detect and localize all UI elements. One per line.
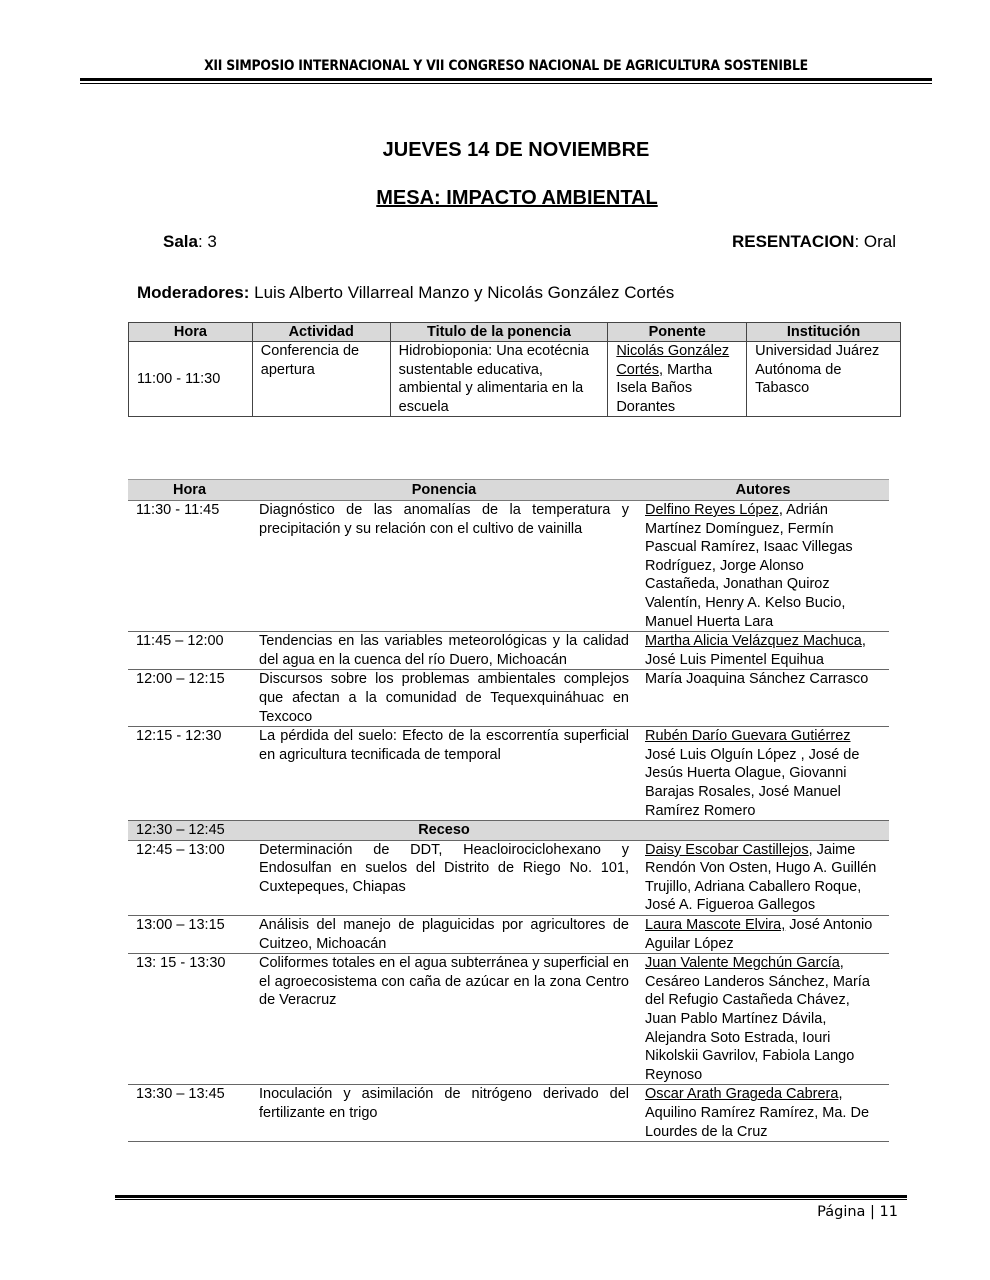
main-author: Martha Alicia Velázquez Machuca [645, 633, 862, 650]
cell-autores [637, 954, 889, 1085]
main-author: Laura Mascote Elvira, [645, 917, 786, 934]
cell-hora: 12:15 - 12:30 [128, 727, 251, 821]
sala-line [163, 232, 217, 252]
presentacion-line [732, 232, 896, 252]
col-titulo: Titulo de la ponencia [390, 323, 608, 342]
cell-ponencia: Determinación de DDT, Heacloirociclohexano y Endosulfan en suelos del Distrito de Riego No. 101, Cuxtepeques, Chiapas [251, 840, 637, 915]
presentacion-label: RESENTACION [731, 232, 855, 251]
page-number: Página | 11 [817, 1204, 898, 1220]
cell-autores [637, 821, 889, 841]
cell-hora: 11:45 – 12:00 [128, 632, 251, 670]
cell-institucion: Universidad Juárez Autónoma de Tabasco [747, 342, 901, 417]
col-hora: Hora [128, 480, 251, 501]
col-ponencia: Ponencia [251, 480, 637, 501]
col-hora: Hora [129, 323, 253, 342]
cell-ponencia: Tendencias en las variables meteorológicas y la calidad del agua en la cuenca del río Duero, Michoacán [251, 632, 637, 670]
main-author: Delfino Reyes López [645, 502, 779, 518]
sala-label: Sala [163, 232, 198, 251]
co-authors: José Luis Olguín López , José de Jesús Huerta Olague, Giovanni Barajas Rosales, José Manuel Ramírez Romero [645, 746, 860, 819]
table-row [128, 840, 889, 915]
main-author: Juan Valente Megchún García [645, 955, 840, 972]
footer-rule-thin [115, 1199, 907, 1200]
cell-ponencia: Diagnóstico de las anomalías de la temperatura y precipitación y su relación con el cultivo de vainilla [251, 501, 637, 632]
co-authors: , Cesáreo Landeros Sánchez, María del Refugio Castañeda Chávez, Juan Pablo Martínez Dávila, Alejandra Soto Estrada, Iouri Nikolskii Gavrilov, Fabiola Lango Reynoso [645, 955, 870, 1083]
cell-autores [637, 1085, 889, 1142]
sala-value: : 3 [197, 232, 217, 251]
table-row [128, 670, 889, 727]
cell-ponencia: La pérdida del suelo: Efecto de la escorrentía superficial en agricultura tecnificada de temporal [251, 727, 637, 821]
table-row [128, 821, 889, 841]
co-authors: María Joaquina Sánchez Carrasco [645, 671, 869, 688]
main-author: Rubén Darío Guevara Gutiérrez [645, 728, 851, 745]
day-title: JUEVES 14 DE NOVIEMBRE [382, 139, 650, 161]
table-row [129, 342, 901, 417]
opening-table-header [129, 323, 901, 342]
main-author: Nicolás González Cortés, [616, 343, 730, 378]
cell-hora: 12:30 – 12:45 [128, 821, 251, 841]
cell-autores [637, 916, 889, 954]
opening-table [128, 322, 901, 417]
cell-hora: 12:00 – 12:15 [128, 670, 251, 727]
presentacion-value: : Oral [854, 232, 896, 251]
cell-autores [637, 840, 889, 915]
main-author: Oscar Arath Grageda Cabrera [645, 1086, 839, 1103]
cell-ponencia: Inoculación y asimilación de nitrógeno derivado del fertilizante en trigo [251, 1085, 637, 1142]
cell-hora: 12:45 – 13:00 [128, 840, 251, 915]
cell-ponencia: Discursos sobre los problemas ambientales complejos que afectan a la comunidad de Tequexquináhuac en Texcoco [251, 670, 637, 727]
cell-hora: 11:30 - 11:45 [128, 501, 251, 632]
schedule-table [128, 479, 889, 1142]
cell-ponencia: Coliformes totales en el agua subterránea y superficial en el agroecosistema con caña de azúcar en la zona Centro de Veracruz [251, 954, 637, 1085]
table-row [128, 501, 889, 632]
cell-autores [637, 501, 889, 632]
header-rule-thin [80, 83, 932, 84]
table-row [128, 632, 889, 670]
cell-actividad: Conferencia de apertura [252, 342, 390, 417]
table-row [128, 727, 889, 821]
cell-titulo: Hidrobioponia: Una ecotécnia sustentable educativa, ambiental y alimentaria en la escuela [390, 342, 608, 417]
table-row [128, 1085, 889, 1142]
header-title: XII SIMPOSIO INTERNACIONAL Y VII CONGRESO NACIONAL DE AGRICULTURA SOSTENIBLE [204, 58, 808, 74]
header-rule [80, 78, 932, 81]
mesa-title: MESA: IMPACTO AMBIENTAL [376, 187, 658, 209]
co-authors: , Aquilino Ramírez Ramírez, Ma. De Lourdes de la Cruz [645, 1086, 870, 1140]
col-autores: Autores [637, 480, 889, 501]
cell-autores [637, 632, 889, 670]
co-authors: , Jaime Rendón Von Osten, Hugo A. Guillén Trujillo, Adriana Caballero Roque, José A. Figueroa Gallegos [645, 841, 877, 914]
table-row [128, 916, 889, 954]
moderadores-line [137, 283, 674, 303]
cell-hora: 11:00 - 11:30 [129, 342, 253, 417]
main-author: Daisy Escobar Castillejos [645, 841, 809, 858]
cell-ponente [608, 342, 747, 417]
col-ponente: Ponente [608, 323, 747, 342]
co-authors: , José Luis Pimentel Equihua [645, 633, 866, 668]
footer-rule [115, 1195, 907, 1198]
table-row [128, 954, 889, 1085]
cell-hora: 13: 15 - 13:30 [128, 954, 251, 1085]
co-authors: , Adrián Martínez Domínguez, Fermín Pascual Ramírez, Isaac Villegas Rodríguez, Jorge Alonso Castañeda, Jonathan Quiroz Valentín, Henry A. Kelso Bucio, Manuel Huerta Lara [645, 502, 853, 630]
co-authors: José Antonio Aguilar López [645, 917, 873, 952]
col-actividad: Actividad [252, 323, 390, 342]
cell-hora: 13:30 – 13:45 [128, 1085, 251, 1142]
cell-hora: 13:00 – 13:15 [128, 916, 251, 954]
cell-autores [637, 670, 889, 727]
schedule-table-header [128, 480, 889, 501]
moderadores-value: Luis Alberto Villarreal Manzo y Nicolás González Cortés [249, 283, 675, 302]
col-institucion: Institución [747, 323, 901, 342]
receso-label: Receso [251, 821, 637, 841]
moderadores-label: Moderadores: [137, 283, 250, 302]
cell-autores [637, 727, 889, 821]
cell-ponencia: Análisis del manejo de plaguicidas por agricultores de Cuitzeo, Michoacán [251, 916, 637, 954]
co-authors: Martha Isela Baños Dorantes [616, 361, 713, 415]
